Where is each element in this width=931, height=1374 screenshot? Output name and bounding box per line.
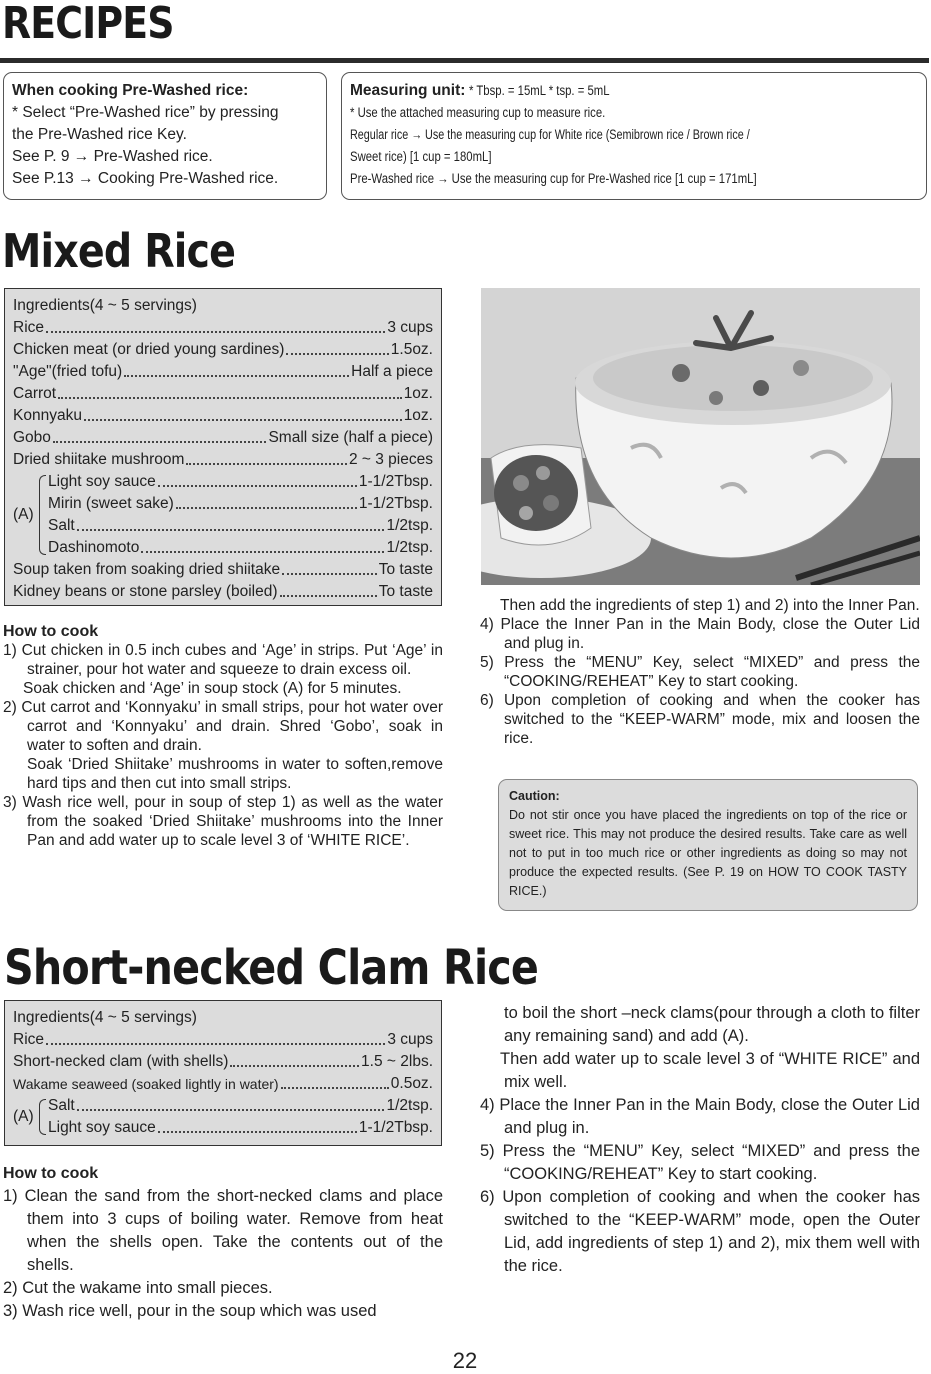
prewashed-line: See P.13 → Cooking Pre-Washed rice. [12,170,279,187]
ingredient-row: Light soy sauce 1-1/2Tbsp. [48,473,433,490]
prewashed-line: See P. 9 → Pre-Washed rice. [12,148,213,165]
step-text: Then add water up to scale level 3 of “WHITE RICE” and mix well. [500,1050,920,1091]
rice-bowl-illustration [481,288,920,585]
step-text: Soak chicken and ‘Age’ in soup stock (A) for 5 minutes. [23,680,402,697]
clam-how-to-cook-continued [480,1002,920,1278]
ingredient-row: Gobo Small size (half a piece) [13,429,433,446]
step-text: 5) Press the “MENU” Key, select “MIXED” and press the “COOKING/REHEAT” Key to start cooking. [480,654,920,690]
step-text: 2) Cut carrot and ‘Konnyaku’ in small strips, pour hot water over carrot and ‘Konnyaku’ and drain. Shred ‘Gobo’, soak in water to soften and drain. [3,699,443,754]
measure-line: Pre-Washed rice → Use the measuring cup for Pre-Washed rice [1 cup = 171mL] [350,171,757,186]
mixed-how-to-cook [3,622,443,850]
step-text: 4) Place the Inner Pan in the Main Body, close the Outer Lid and plug in. [480,1096,920,1137]
step-text: 4) Place the Inner Pan in the Main Body, close the Outer Lid and plug in. [480,616,920,652]
page-title: RECIPES [2,0,174,49]
ingredient-row: Dashinomoto 1/2tsp. [48,539,433,556]
measure-units: * Tbsp. = 15mL * tsp. = 5mL [469,83,610,98]
seasoning-group [13,471,433,559]
step-text: 6) Upon completion of cooking and when the cooker has switched to the “KEEP-WARM” mode, mix and loosen the rice. [480,692,920,747]
measure-line: Sweet rice) [1 cup = 180mL] [350,149,492,164]
mixed-rice-photo [481,288,920,585]
ingredient-row: "Age"(fried tofu) Half a piece [13,363,433,380]
title-rule [0,58,929,63]
measuring-unit-box [341,72,927,200]
caution-box [498,779,918,911]
ingredient-row: Wakame seaweed (soaked lightly in water) 0.5oz. [13,1075,433,1092]
ingredient-row: Rice 3 cups [13,319,433,336]
group-brace [39,1099,46,1135]
mixed-rice-title: Mixed Rice [2,224,236,278]
step-text: Soak ‘Dried Shiitake’ mushrooms in water to soften,remove hard tips and then cut into small strips. [27,756,443,792]
step-text: 1) Clean the sand from the short-necked clams and place them into 3 cups of boiling water. Remove from heat when the shells open. Take the contents out of the shells. [3,1187,443,1274]
step-text: 3) Wash rice well, pour in soup of step 1) as well as the water from the soaked ‘Dried Shiitake’ mushrooms into the Inner Pan and add water up to scale level 3 of ‘WHITE RICE’. [3,794,443,849]
ingredient-row: Chicken meat (or dried young sardines) 1.5oz. [13,341,433,358]
ingredient-row: Dried shiitake mushroom 2 ~ 3 pieces [13,451,433,468]
caution-text: Do not stir once you have placed the ingredients on top of the rice or sweet rice. This may not produce the desired results. Take care as well not to put in too much rice or other ingredients as doing so may not produce the expected results. (See P. 19 on HOW TO COOK TASTY RICE.) [509,808,907,898]
ingredient-row: Mirin (sweet sake) 1-1/2Tbsp. [48,495,433,512]
step-text: 2) Cut the wakame into small pieces. [3,1279,273,1297]
group-label: (A) [13,506,34,523]
step-text: 5) Press the “MENU” Key, select “MIXED” and press the “COOKING/REHEAT” Key to start cooking. [480,1142,920,1183]
measure-line: Regular rice → Use the measuring cup for White rice (Semibrown rice / Brown rice / [350,127,750,142]
seasoning-group [13,1095,433,1139]
caution-title: Caution: [509,789,560,803]
ingredients-header: Ingredients(4 ~ 5 servings) [13,1009,197,1026]
ingredient-row: Soup taken from soaking dried shiitake To taste [13,561,433,578]
ingredient-row: Salt 1/2tsp. [48,1097,433,1114]
ingredient-row: Konnyaku 1oz. [13,407,433,424]
mixed-ingredients-box [4,288,442,606]
step-text: Then add the ingredients of step 1) and 2) into the Inner Pan. [500,597,920,614]
ingredient-row: Rice 3 cups [13,1031,433,1048]
mixed-how-to-cook-continued [480,596,920,748]
prewashed-title: When cooking Pre-Washed rice: [12,82,249,99]
group-brace [39,475,46,555]
prewashed-line: * Select “Pre-Washed rice” by pressing [12,104,279,121]
step-text: to boil the short –neck clams(pour through a cloth to filter any remaining sand) and add (A). [504,1004,920,1045]
measure-line: * Use the attached measuring cup to measure rice. [350,105,606,120]
group-label: (A) [13,1108,34,1125]
how-to-cook-heading: How to cook [3,1165,99,1182]
measure-title: Measuring unit: [350,82,466,99]
step-text: 6) Upon completion of cooking and when the cooker has switched to the “KEEP-WARM” mode, open the Outer Lid, add ingredients of step 1) and 2), mix them well with the rice. [480,1188,920,1275]
ingredients-header: Ingredients(4 ~ 5 servings) [13,297,197,314]
ingredient-row: Kidney beans or stone parsley (boiled) To taste [13,583,433,600]
clam-rice-title: Short-necked Clam Rice [4,940,538,996]
ingredient-row: Short-necked clam (with shells) 1.5 ~ 2lbs. [13,1053,433,1070]
prewashed-line: the Pre-Washed rice Key. [12,126,187,143]
ingredient-row: Salt 1/2tsp. [48,517,433,534]
clam-ingredients-box [4,1000,442,1146]
step-text: 1) Cut chicken in 0.5 inch cubes and ‘Age’ in strips. Put ‘Age’ in strainer, pour hot water and squeeze to drain excess oil. [3,642,443,678]
clam-how-to-cook [3,1162,443,1323]
ingredient-row: Carrot 1oz. [13,385,433,402]
page-number: 22 [452,1348,478,1373]
ingredient-row: Light soy sauce 1-1/2Tbsp. [48,1119,433,1136]
step-text: 3) Wash rice well, pour in the soup which was used [3,1302,377,1320]
prewashed-info-box [3,72,327,200]
how-to-cook-heading: How to cook [3,623,99,640]
